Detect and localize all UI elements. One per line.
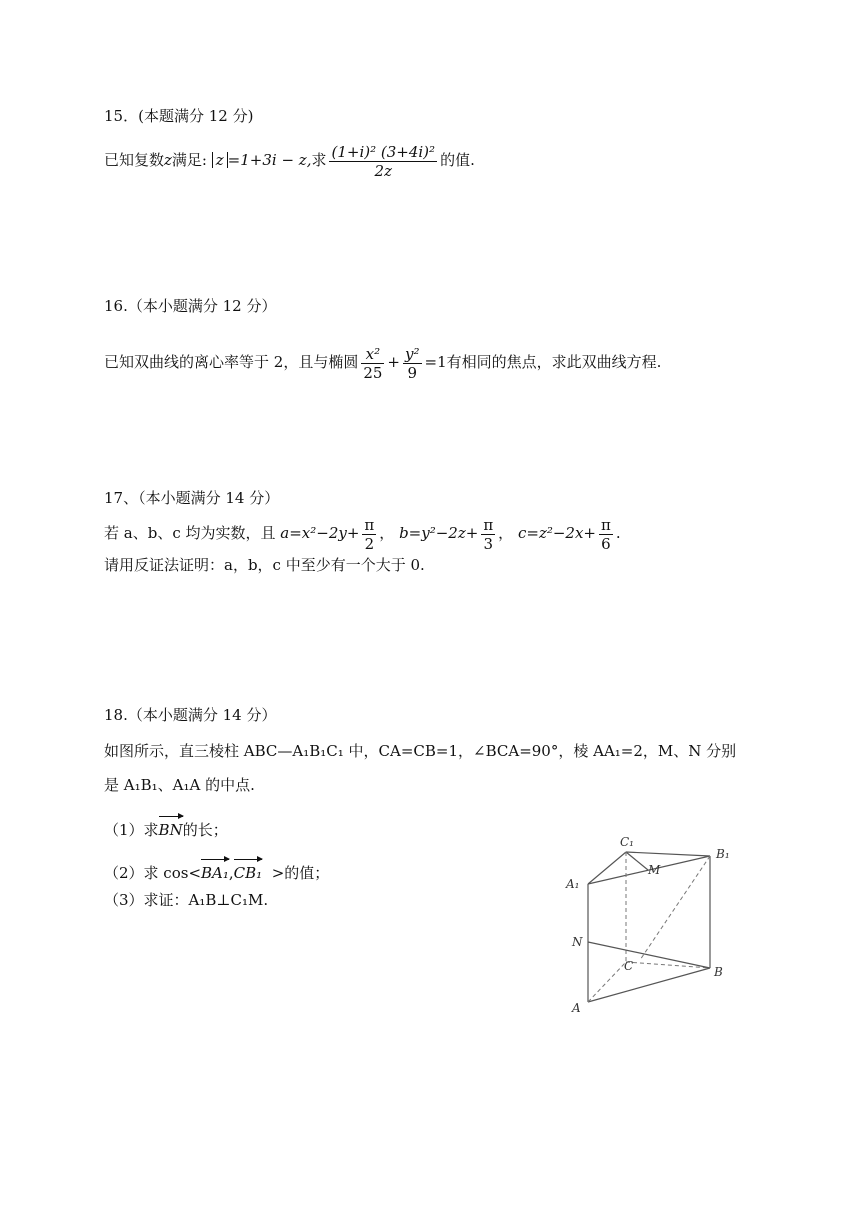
q17-end: .	[615, 524, 621, 542]
q18-part3: （3）求证：A₁B⊥C₁M.	[104, 891, 269, 909]
q17-line2: 请用反证法证明：a，b，c 中至少有一个大于 0.	[104, 556, 425, 574]
q15-eq-rhs: =1+3i − z,	[227, 151, 312, 169]
q17-frac-a	[362, 516, 376, 553]
q16-frac2-num: y²	[405, 344, 420, 363]
q16-eq-one: =1	[424, 353, 447, 371]
q16-frac-y	[403, 345, 422, 382]
q17-intro: 若 a、b、c 均为实数，且	[104, 524, 276, 542]
q16-frac1-den: 25	[363, 363, 383, 382]
q18-part1	[104, 814, 228, 840]
q18-part1-a: （1）求	[104, 821, 159, 839]
q16-frac2-den: 9	[407, 363, 418, 382]
q17-sep-2: ，	[498, 524, 514, 542]
q18-vector-bn: BN	[159, 814, 183, 840]
q15-stem-c: 求	[311, 151, 327, 169]
q17-expr-a: a=x²−2y+	[280, 524, 360, 542]
q15-var-z: z	[164, 151, 172, 169]
segment-c1-m	[626, 852, 648, 870]
q17-den-a: 2	[364, 534, 375, 553]
q17-pi-b: π	[483, 515, 494, 534]
label-m: M	[648, 863, 661, 877]
label-a: A	[572, 1001, 581, 1015]
q18-vector-cb1: CB₁	[234, 857, 263, 883]
q16-stem	[104, 342, 661, 382]
q17-pi-a: π	[364, 515, 375, 534]
q17-expr-b: b=y²−2z+	[399, 524, 479, 542]
q18-header: 18.（本小题满分 14 分）	[104, 706, 277, 724]
q18-line2: 是 A₁B₁、A₁A 的中点.	[104, 776, 255, 794]
q18-part2-b: >的值；	[271, 864, 330, 882]
q16-stem-a: 已知双曲线的离心率等于 2，且与椭圆	[104, 353, 359, 371]
label-c1: C₁	[620, 835, 634, 849]
label-b1: B₁	[716, 847, 730, 861]
q18-part1-b: 的长；	[182, 821, 228, 839]
edge-a-c	[588, 962, 626, 1002]
q17-sep-1: ，	[379, 524, 395, 542]
q15-stem-a: 已知复数	[104, 151, 165, 169]
q15-stem-d: 的值.	[440, 151, 475, 169]
q15-denominator: 2z	[374, 161, 392, 180]
q15-stem-b: 满足:	[171, 151, 207, 169]
q17-stem	[104, 513, 621, 553]
q17-pi-c: π	[601, 515, 611, 534]
q17-frac-b	[481, 516, 495, 553]
q16-frac1-num: x²	[361, 345, 384, 364]
prism-figure	[560, 830, 760, 1020]
q17-expr-c: c=z²−2x+	[517, 524, 596, 542]
q15-numerator: (1+i)² (3+4i)²	[331, 142, 436, 161]
q17-den-c: 6	[601, 534, 611, 553]
label-a1: A₁	[566, 877, 580, 891]
q15-fraction	[329, 143, 437, 180]
label-b: B	[714, 965, 723, 979]
q18-line1: 如图所示，直三棱柱 ABC—A₁B₁C₁ 中，CA=CB=1，∠BCA=90°，棱 AA₁=2，M、N 分别	[104, 742, 737, 760]
q17-frac-c	[599, 516, 613, 553]
edge-c1-b1	[626, 852, 710, 856]
q18-vector-ba1: BA₁	[201, 857, 229, 883]
label-n: N	[572, 935, 583, 949]
q18-part2-comma: ,	[228, 864, 234, 882]
q17-den-b: 3	[483, 534, 494, 553]
q18-part2	[104, 857, 329, 883]
q18-part2-a: （2）求 cos<	[104, 864, 202, 882]
q16-stem-b: 有相同的焦点，求此双曲线方程.	[446, 353, 662, 371]
label-c: C	[624, 959, 634, 973]
q16-plus: +	[387, 353, 400, 371]
q15-stem	[104, 140, 475, 180]
q15-header: 15．(本题满分 12 分)	[104, 107, 254, 125]
q16-frac-x	[361, 345, 384, 382]
edge-a-b	[588, 968, 710, 1002]
q17-header: 17、（本小题满分 14 分）	[104, 489, 280, 507]
q16-header: 16.（本小题满分 12 分）	[104, 297, 277, 315]
q15-abs-z: z	[212, 152, 228, 168]
